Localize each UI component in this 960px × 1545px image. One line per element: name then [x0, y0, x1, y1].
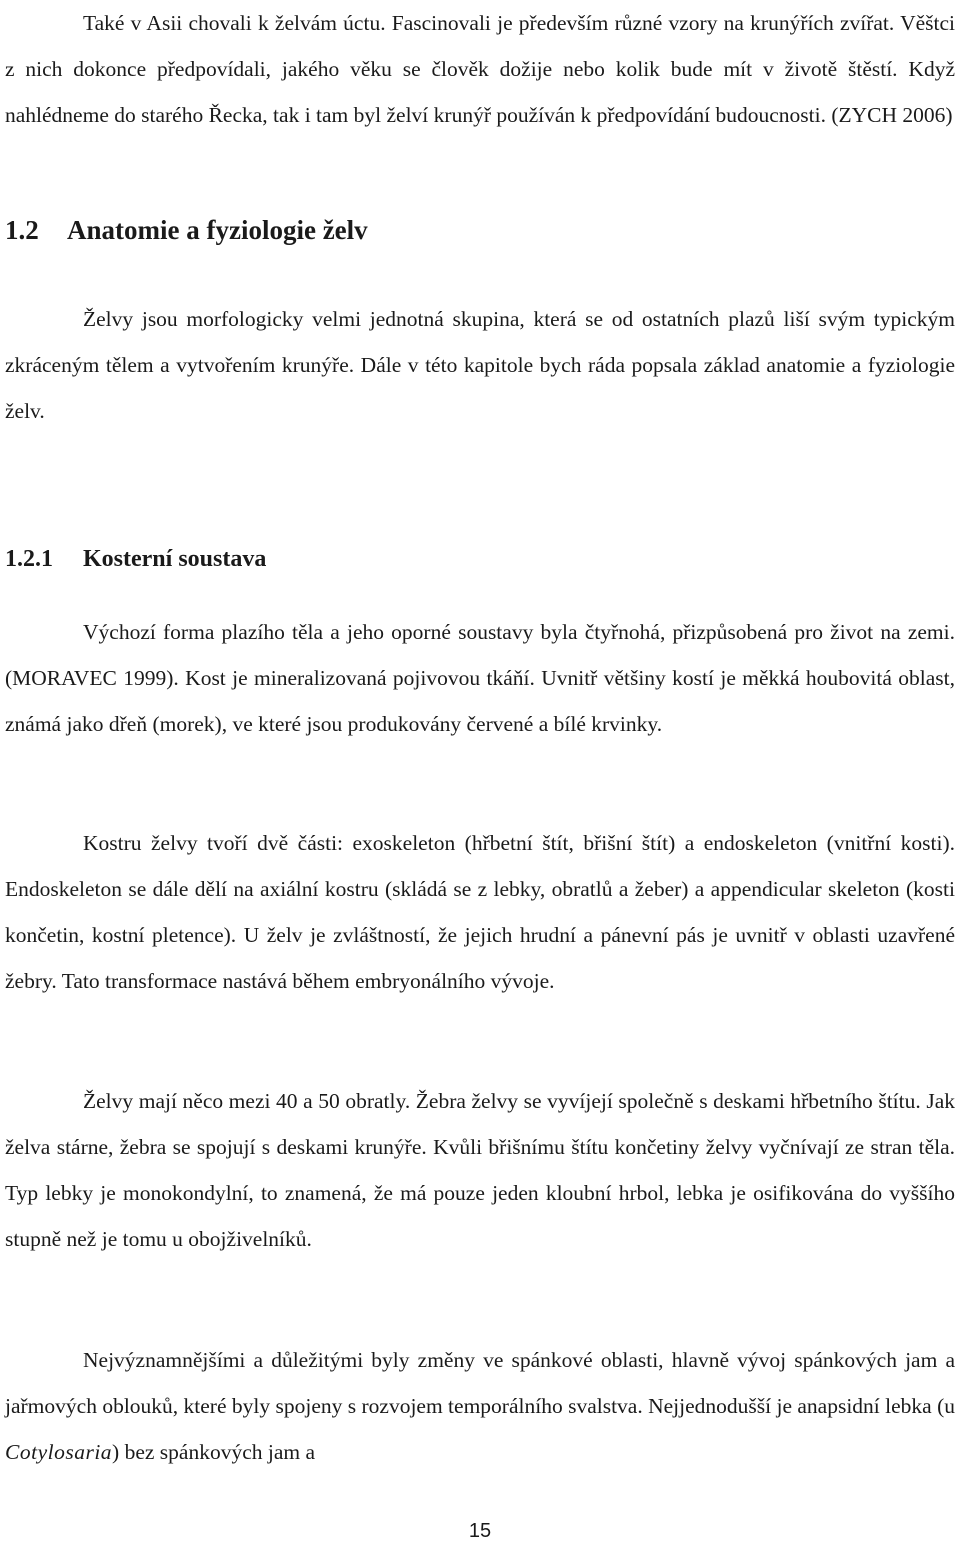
- page-number: 15: [468, 1520, 492, 1542]
- paragraph-morphology: [5, 296, 955, 434]
- paragraph-text: Výchozí forma plazího těla a jeho oporné soustavy byla čtyřnohá, přizpůsobená pro život na zemi. (MORAVEC 1999). Kost je mineralizovaná pojivovou tkáňí. Uvnitř většiny kostí je měkká houbovitá oblast, známá jako dřeň (morek), ve které jsou produkovány červené a bílé krvinky.: [5, 620, 955, 736]
- section-number: 1.2: [5, 215, 39, 245]
- subsection-title: Kosterní soustava: [83, 546, 267, 572]
- paragraph-skeleton-parts: [5, 820, 955, 1004]
- paragraph-text: Také v Asii chovali k želvám úctu. Fascinovali je především různé vzory na krunýřích zvířat. Věštci z nich dokonce předpovídali, jakého věku se člověk dožije nebo kolik bude mít v životě štěstí. Když nahlédneme do starého Řecka, tak i tam byl želví krunýř používán k předpovídání budoucnosti. (ZYCH 2006): [5, 11, 955, 127]
- paragraph-text: Kostru želvy tvoří dvě části: exoskeleton (hřbetní štít, břišní štít) a endoskeleton (vnitřní kosti). Endoskeleton se dále dělí na axiální kostru (skládá se z lebky, obratlů a žeber) a appendicular skeleton (kosti končetin, kostní pletence). U želv je zvláštností, že jejich hrudní a pánevní pás je uvnitř v oblasti uzavřené žebry. Tato transformace nastává během embryonálního vývoje.: [5, 831, 955, 993]
- section-title: Anatomie a fyziologie želv: [67, 215, 368, 245]
- paragraph-temporal-region: [5, 1337, 955, 1475]
- subsection-heading-1-2-1: [5, 543, 955, 575]
- section-heading-1-2: [5, 212, 955, 248]
- paragraph-asia-reverence: [5, 0, 955, 138]
- paragraph-text-end: ) bez spánkových jam a: [112, 1440, 316, 1464]
- subsection-number: 1.2.1: [5, 546, 53, 572]
- taxon-name: Cotylosaria: [5, 1440, 113, 1464]
- paragraph-text: Želvy jsou morfologicky velmi jednotná skupina, která se od ostatních plazů liší svým typickým zkráceným tělem a vytvořením krunýře. Dále v této kapitole bych ráda popsala základ anatomie a fyziologie želv.: [5, 307, 955, 423]
- paragraph-text-start: Nejvýznamnějšími a důležitými byly změny ve spánkové oblasti, hlavně vývoj spánkových jam a jařmových oblouků, které byly spojeny s rozvojem temporálního svalstva. Nejjednodušší je anapsidní lebka (u: [5, 1348, 955, 1418]
- paragraph-vertebrae: [5, 1078, 955, 1262]
- paragraph-reptile-body: [5, 609, 955, 747]
- paragraph-text: Želvy mají něco mezi 40 a 50 obratly. Žebra želvy se vyvíjejí společně s deskami hřbetního štítu. Jak želva stárne, žebra se spojují s deskami krunýře. Kvůli břišnímu štítu končetiny želvy vyčnívají ze stran těla. Typ lebky je monokondylní, to znamená, že má pouze jeden kloubní hrbol, lebka je osifikována do vyššího stupně než je tomu u obojživelníků.: [5, 1089, 955, 1251]
